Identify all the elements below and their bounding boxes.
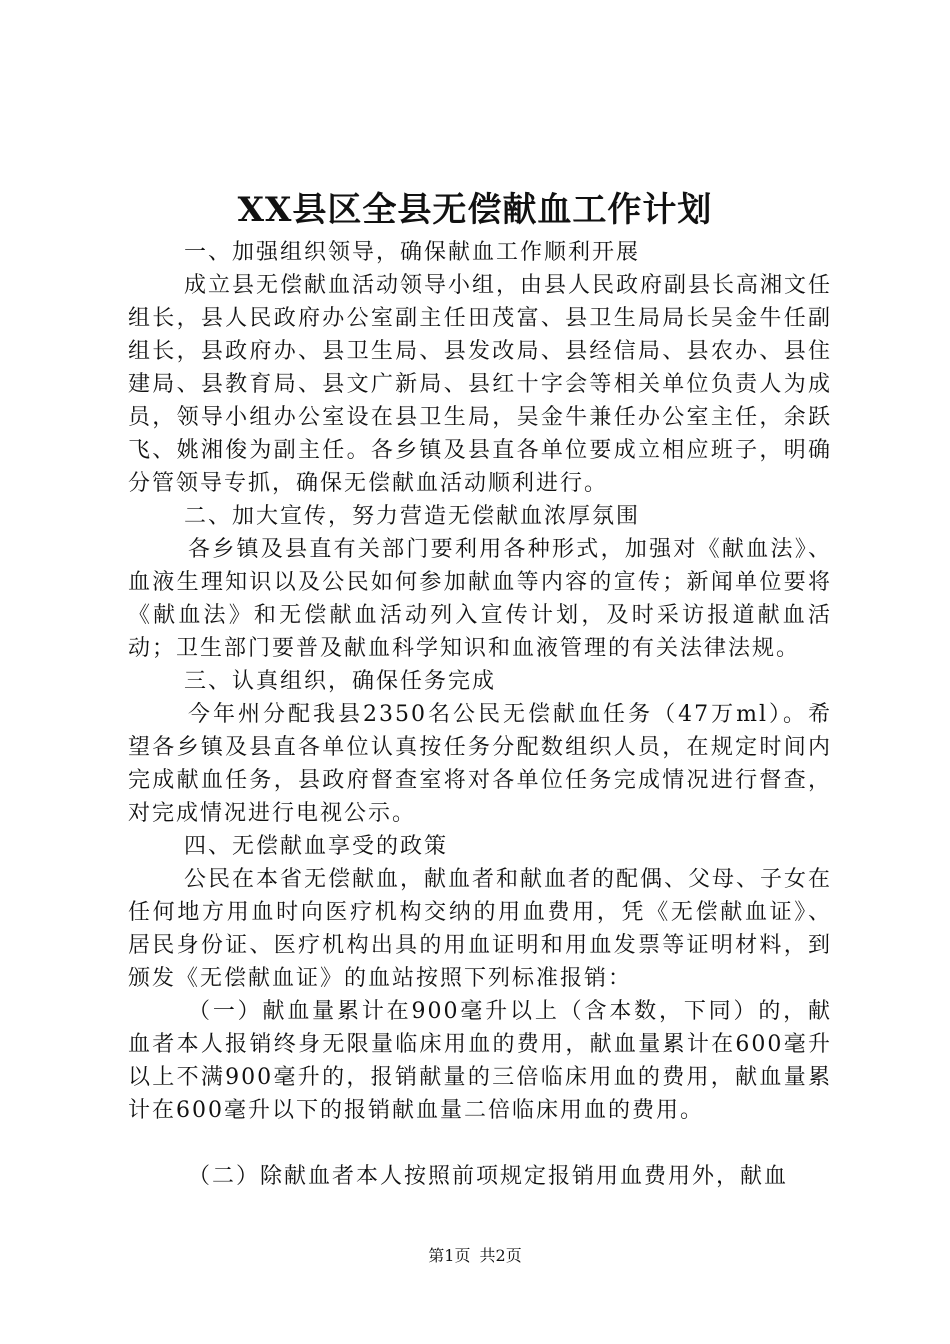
section-heading-3: 三、认真组织，确保任务完成 (184, 669, 497, 694)
document-body (128, 236, 832, 1193)
page-number: 第1页 (428, 1246, 471, 1265)
section-heading-4: 四、无偿献血享受的政策 (184, 834, 449, 859)
paragraph-task: 今年州分配我县2350名公民无偿献血任务（47万ml）。希望各乡镇及县直各单位认真按任务分配数组织人员，在规定时间内完成献血任务，县政府督查室将对各单位任务完成情况进行督查，对完成情况进行电视公示。 (128, 702, 832, 826)
document-title: XX县区全县无偿献血工作计划 (237, 190, 713, 230)
section-heading-1: 一、加强组织领导，确保献血工作顺利开展 (184, 240, 641, 265)
paragraph-publicity: 各乡镇及县直有关部门要利用各种形式，加强对《献血法》、血液生理知识以及公民如何参加献血等内容的宣传；新闻单位要将《献血法》和无偿献血活动列入宣传计划，及时采访报道献血活动；卫生部门要普及献血科学知识和血液管理的有关法律法规。 (128, 537, 832, 661)
paragraph-leadership: 成立县无偿献血活动领导小组，由县人民政府副县长高湘文任组长，县人民政府办公室副主任田茂富、县卫生局局长吴金牛任副组长，县政府办、县卫生局、县发改局、县经信局、县农办、县住建局、县教育局、县文广新局、县红十字会等相关单位负责人为成员，领导小组办公室设在县卫生局，吴金牛兼任办公室主任，余跃飞、姚湘俊为副主任。各乡镇及县直各单位要成立相应班子，明确分管领导专抓，确保无偿献血活动顺利进行。 (128, 273, 833, 496)
paragraph-policy-item-2: （二）除献血者本人按照前项规定报销用血费用外，献血 (188, 1164, 789, 1189)
page-footer (0, 1246, 950, 1266)
section-heading-2: 二、加大宣传，努力营造无偿献血浓厚氛围 (184, 504, 641, 529)
page-total: 共2页 (479, 1246, 522, 1265)
paragraph-policy: 公民在本省无偿献血，献血者和献血者的配偶、父母、子女在任何地方用血时向医疗机构交纳的用血费用，凭《无偿献血证》、居民身份证、医疗机构出具的用血证明和用血发票等证明材料，到颁发《无偿献血证》的血站按照下列标准报销： (128, 867, 833, 991)
paragraph-policy-item-1: （一）献血量累计在900毫升以上（含本数，下同）的，献血者本人报销终身无限量临床用血的费用，献血量累计在600毫升以上不满900毫升的，报销献量的三倍临床用血的费用，献血量累计在600毫升以下的报销献血量二倍临床用血的费用。 (128, 999, 832, 1123)
